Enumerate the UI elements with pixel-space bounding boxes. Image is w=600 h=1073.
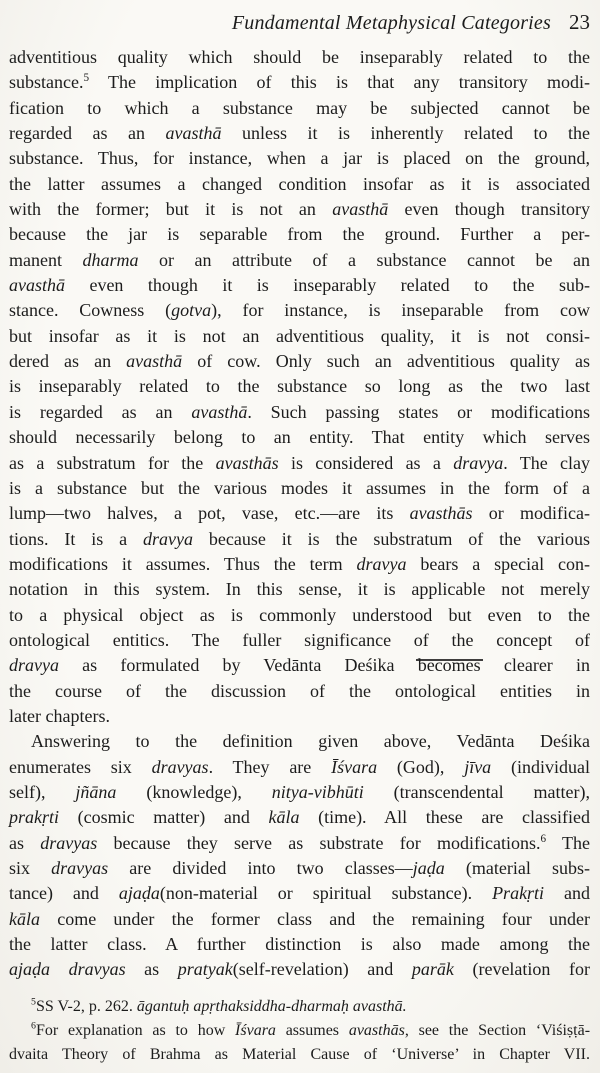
- text-line: substance. Thus, for instance, when a jar is placed on the ground,: [9, 148, 590, 169]
- text-line: as a substratum for the avasthās is considered as a dravya. The clay: [9, 452, 590, 473]
- running-header: [9, 10, 590, 45]
- text-line: ontological entitics. The fuller significance of the concept of: [9, 629, 590, 650]
- text-line: dravya as formulated by Vedānta Deśika becomes clearer in: [9, 655, 590, 676]
- text-line: should necessarily belong to an entity. That entity which serves: [9, 427, 590, 448]
- paragraph: [9, 729, 590, 982]
- text-line: is a substance but the various modes it assumes in the form of a: [9, 477, 590, 498]
- text-line: because the jar is separable from the ground. Further a per-: [9, 224, 590, 245]
- body-text: [9, 45, 590, 983]
- text-line: is inseparably related to the substance so long as the two last: [9, 376, 590, 397]
- text-line: fication to which a substance may be subjected cannot be: [9, 97, 590, 118]
- text-line: kāla come under the former class and the remaining four under: [9, 908, 590, 929]
- text-line: six dravyas are divided into two classes—jaḍa (material subs-: [9, 858, 590, 878]
- text-line: dered as an avasthā of cow. Only such an adventitious quality as: [9, 351, 590, 372]
- paragraph: [9, 45, 590, 729]
- page-number: 23: [569, 10, 590, 34]
- text-line: enumerates six dravyas. They are Īśvara (God), jīva (individual: [9, 756, 590, 777]
- text-line: ajaḍa dravyas as pratyak(self-revelation) and parāk (revelation for: [9, 959, 591, 980]
- text-line: adventitious quality which should be inseparably related to the: [9, 47, 590, 67]
- text-line: as dravyas because they serve as substrate for modifications.$^6$ The: [9, 832, 590, 853]
- running-header-title: Fundamental Metaphysical Categories: [231, 12, 551, 34]
- paragraph: [9, 995, 590, 1067]
- text-line: with the former; but it is not an avasthā even though transitory: [9, 199, 591, 220]
- text-line: the course of the discussion of the ontological entities in: [9, 680, 590, 701]
- text-line: stance. Cowness (gotva), for instance, is inseparable from cow: [9, 300, 590, 321]
- text-line: tance) and ajaḍa(non-material or spiritual substance). Prakṛti and: [9, 883, 590, 904]
- footnotes: [9, 995, 590, 1067]
- text-line: is regarded as an avasthā. Such passing states or modifications: [9, 401, 591, 422]
- text-line: lump—two halves, a pot, vase, etc.—are its avasthās or modifica-: [9, 503, 590, 524]
- text-line: the latter class. A further distinction is also made among the: [9, 934, 590, 955]
- text-line: avasthā even though it is inseparably related to the sub-: [9, 275, 590, 296]
- text-line: substance.$^5$ The implication of this is that any transitory modi-: [9, 72, 590, 93]
- text-line: to a physical object as is commonly understood but even to the: [9, 604, 590, 625]
- text-line: dvaita Theory of Brahma as Material Cause of ‘Universe’ in Chapter VII.: [9, 1045, 590, 1063]
- text-line: later chapters.: [9, 705, 110, 726]
- text-line: modifications it assumes. Thus the term dravya bears a special con-: [9, 553, 590, 574]
- text-line: regarded as an avasthā unless it is inherently related to the: [9, 123, 590, 144]
- text-line: $^6$For explanation as to how Īśvara assumes avasthās, see the Section ‘Viśiṣṭā-: [31, 1020, 591, 1039]
- text-line: self), jñāna (knowledge), nitya-vibhūti (transcendental matter),: [9, 781, 591, 802]
- text-line: manent dharma or an attribute of a substance cannot be an: [9, 249, 590, 270]
- text-line: notation in this system. In this sense, it is applicable not merely: [9, 579, 590, 600]
- text-line: Answering to the definition given above, Vedānta Deśika: [31, 731, 590, 752]
- text-line: tions. It is a dravya because it is the substratum of the various: [9, 528, 590, 549]
- text-line: prakṛti (cosmic matter) and kāla (time). All these are classified: [9, 807, 590, 828]
- text-line: the latter assumes a changed condition insofar as it is associated: [9, 173, 590, 194]
- text-line: but insofar as it is not an adventitious quality, it is not consi-: [9, 325, 590, 346]
- text-line: $^5$SS V-2, p. 262. āgantuḥ apṛthaksiddha-dharmaḥ avasthā.: [31, 996, 407, 1015]
